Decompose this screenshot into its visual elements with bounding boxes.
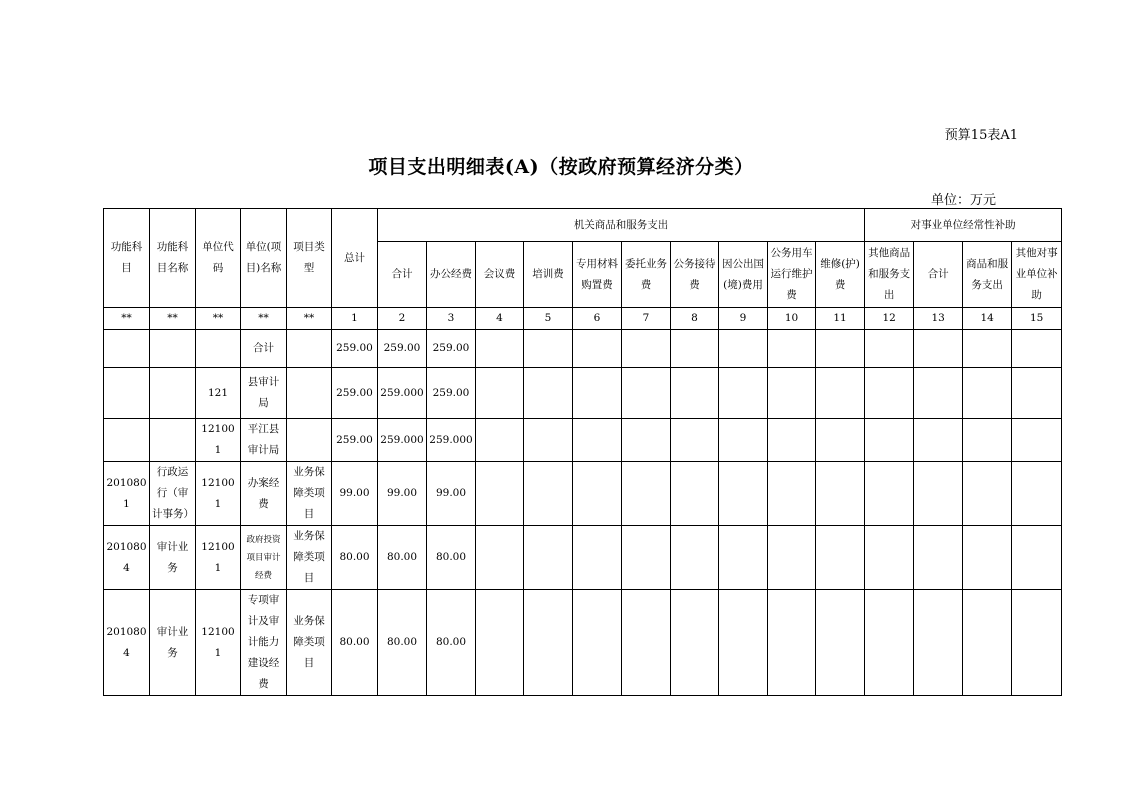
table-cell	[622, 330, 671, 368]
header-col-3: 办公经费	[427, 242, 476, 308]
table-cell	[573, 526, 622, 590]
header-col-11: 维修(护)费	[816, 242, 865, 308]
table-cell: 10	[768, 308, 816, 330]
table-cell	[671, 590, 719, 696]
table-cell: 专项审计及审计能力建设经费	[241, 590, 287, 696]
table-cell: 2	[378, 308, 427, 330]
table-cell	[865, 462, 914, 526]
table-row	[104, 419, 1062, 462]
table-cell	[287, 368, 332, 419]
index-row	[104, 308, 1062, 330]
table-cell	[287, 330, 332, 368]
table-row	[104, 462, 1062, 526]
table-cell: 12	[865, 308, 914, 330]
table-cell	[476, 462, 524, 526]
header-col-8: 公务接待费	[671, 242, 719, 308]
table-cell	[768, 526, 816, 590]
table-cell: 259.00	[427, 368, 476, 419]
header-col-5: 培训费	[524, 242, 573, 308]
table-cell: 259.000	[378, 419, 427, 462]
table-cell	[671, 526, 719, 590]
table-cell	[865, 368, 914, 419]
table-cell: 99.00	[378, 462, 427, 526]
table-cell: 行政运行（审计事务）	[150, 462, 196, 526]
table-cell	[1012, 462, 1062, 526]
table-cell	[768, 419, 816, 462]
table-cell	[524, 419, 573, 462]
table-cell	[963, 330, 1012, 368]
table-row	[104, 330, 1062, 368]
table-header	[104, 209, 1062, 308]
table-cell: 259.000	[427, 419, 476, 462]
table-cell	[768, 462, 816, 526]
header-col-9: 因公出国(境)费用	[719, 242, 768, 308]
table-cell	[914, 419, 963, 462]
table-cell: 2010804	[104, 590, 150, 696]
table-cell	[104, 330, 150, 368]
table-cell	[524, 462, 573, 526]
table-cell	[287, 419, 332, 462]
table-cell	[524, 590, 573, 696]
table-cell	[196, 330, 241, 368]
table-cell	[719, 462, 768, 526]
table-cell	[524, 330, 573, 368]
table-cell	[719, 419, 768, 462]
table-cell: 80.00	[332, 590, 378, 696]
table-cell: 80.00	[332, 526, 378, 590]
table-cell	[476, 330, 524, 368]
table-cell: 259.00	[332, 419, 378, 462]
table-body	[104, 308, 1062, 696]
table-cell	[865, 590, 914, 696]
header-func-name: 功能科目名称	[150, 209, 196, 308]
table-cell	[768, 368, 816, 419]
table-cell: **	[196, 308, 241, 330]
table-cell	[573, 590, 622, 696]
table-cell: 259.00	[427, 330, 476, 368]
table-cell	[524, 368, 573, 419]
header-col-15: 其他对事业单位补助	[1012, 242, 1062, 308]
table-cell	[476, 419, 524, 462]
table-cell: 99.00	[332, 462, 378, 526]
table-cell: 4	[476, 308, 524, 330]
table-cell: 259.000	[378, 368, 427, 419]
table-cell	[768, 330, 816, 368]
table-cell: 3	[427, 308, 476, 330]
table-cell	[719, 368, 768, 419]
header-col-10: 公务用车运行维护费	[768, 242, 816, 308]
table-cell	[671, 368, 719, 419]
table-cell: **	[104, 308, 150, 330]
expenditure-table	[103, 208, 1062, 696]
table-cell: **	[287, 308, 332, 330]
table-cell	[150, 419, 196, 462]
table-cell	[671, 462, 719, 526]
header-col-13: 合计	[914, 242, 963, 308]
header-unit-code: 单位代码	[196, 209, 241, 308]
table-cell: **	[241, 308, 287, 330]
table-cell	[914, 462, 963, 526]
table-cell: 121001	[196, 590, 241, 696]
table-row	[104, 368, 1062, 419]
table-cell	[914, 368, 963, 419]
table-cell	[622, 526, 671, 590]
table-cell: 80.00	[427, 590, 476, 696]
table-cell	[719, 526, 768, 590]
table-cell	[1012, 419, 1062, 462]
header-col-7: 委托业务费	[622, 242, 671, 308]
table-cell: 80.00	[427, 526, 476, 590]
table-cell: 业务保障类项目	[287, 526, 332, 590]
table-cell: 业务保障类项目	[287, 462, 332, 526]
header-col-4: 会议费	[476, 242, 524, 308]
table-cell: 业务保障类项目	[287, 590, 332, 696]
table-cell	[719, 590, 768, 696]
table-cell: 121001	[196, 526, 241, 590]
table-cell	[671, 330, 719, 368]
table-cell: 办案经费	[241, 462, 287, 526]
table-cell: 14	[963, 308, 1012, 330]
table-cell	[476, 590, 524, 696]
table-cell	[476, 526, 524, 590]
table-cell: 政府投资项目审计经费	[241, 526, 287, 590]
table-cell	[622, 462, 671, 526]
table-cell: 1	[332, 308, 378, 330]
table-cell: 合计	[241, 330, 287, 368]
table-row	[104, 590, 1062, 696]
table-cell: 2010801	[104, 462, 150, 526]
table-cell: 8	[671, 308, 719, 330]
table-cell	[914, 526, 963, 590]
table-cell: 259.00	[332, 368, 378, 419]
table-cell	[816, 590, 865, 696]
header-col-6: 专用材料购置费	[573, 242, 622, 308]
header-func-code: 功能科目	[104, 209, 150, 308]
header-col-12: 其他商品和服务支出	[865, 242, 914, 308]
table-cell: 121001	[196, 419, 241, 462]
table-cell	[1012, 590, 1062, 696]
header-project-type: 项目类型	[287, 209, 332, 308]
header-total: 总计	[332, 209, 378, 308]
table-cell	[963, 462, 1012, 526]
table-cell	[816, 419, 865, 462]
table-cell: 平江县审计局	[241, 419, 287, 462]
table-cell: 2010804	[104, 526, 150, 590]
table-cell	[816, 526, 865, 590]
table-cell: **	[150, 308, 196, 330]
table-cell: 6	[573, 308, 622, 330]
table-cell	[914, 330, 963, 368]
form-number: 预算15表A1	[944, 128, 1018, 143]
table-cell	[573, 368, 622, 419]
table-cell: 13	[914, 308, 963, 330]
table-cell	[622, 419, 671, 462]
table-cell: 259.00	[332, 330, 378, 368]
table-cell	[622, 368, 671, 419]
table-cell	[1012, 330, 1062, 368]
table-cell: 15	[1012, 308, 1062, 330]
table-cell	[963, 526, 1012, 590]
table-cell	[963, 419, 1012, 462]
header-unit-name: 单位(项目)名称	[241, 209, 287, 308]
header-col-14: 商品和服务支出	[963, 242, 1012, 308]
table-cell: 121001	[196, 462, 241, 526]
table-cell: 7	[622, 308, 671, 330]
table-cell: 县审计局	[241, 368, 287, 419]
table-cell: 11	[816, 308, 865, 330]
table-cell	[963, 590, 1012, 696]
table-cell	[768, 590, 816, 696]
unit-label: 单位：万元	[930, 193, 996, 208]
table-cell	[865, 330, 914, 368]
table-cell	[104, 368, 150, 419]
table-cell	[914, 590, 963, 696]
table-row	[104, 526, 1062, 590]
table-cell	[719, 330, 768, 368]
table-cell	[963, 368, 1012, 419]
table-cell	[816, 368, 865, 419]
table-cell	[573, 419, 622, 462]
table-cell	[524, 526, 573, 590]
header-col-2: 合计	[378, 242, 427, 308]
header-group-subsidy: 对事业单位经常性补助	[865, 209, 1062, 242]
table-cell	[816, 462, 865, 526]
table-cell	[104, 419, 150, 462]
header-group-goods-services: 机关商品和服务支出	[378, 209, 865, 242]
table-cell: 121	[196, 368, 241, 419]
table-cell	[865, 419, 914, 462]
table-cell	[150, 330, 196, 368]
table-cell	[816, 330, 865, 368]
table-cell	[1012, 368, 1062, 419]
table-cell: 80.00	[378, 590, 427, 696]
table-cell	[622, 590, 671, 696]
page-title: 项目支出明细表(A)（按政府预算经济分类）	[368, 156, 754, 178]
table-cell: 审计业务	[150, 526, 196, 590]
table-cell: 审计业务	[150, 590, 196, 696]
table-cell: 5	[524, 308, 573, 330]
table-cell: 99.00	[427, 462, 476, 526]
table-cell	[671, 419, 719, 462]
table-cell	[573, 462, 622, 526]
table-cell: 80.00	[378, 526, 427, 590]
table-cell: 259.00	[378, 330, 427, 368]
table-cell	[476, 368, 524, 419]
table-cell	[150, 368, 196, 419]
table-cell	[1012, 526, 1062, 590]
table-cell: 9	[719, 308, 768, 330]
table-cell	[865, 526, 914, 590]
table-cell	[573, 330, 622, 368]
